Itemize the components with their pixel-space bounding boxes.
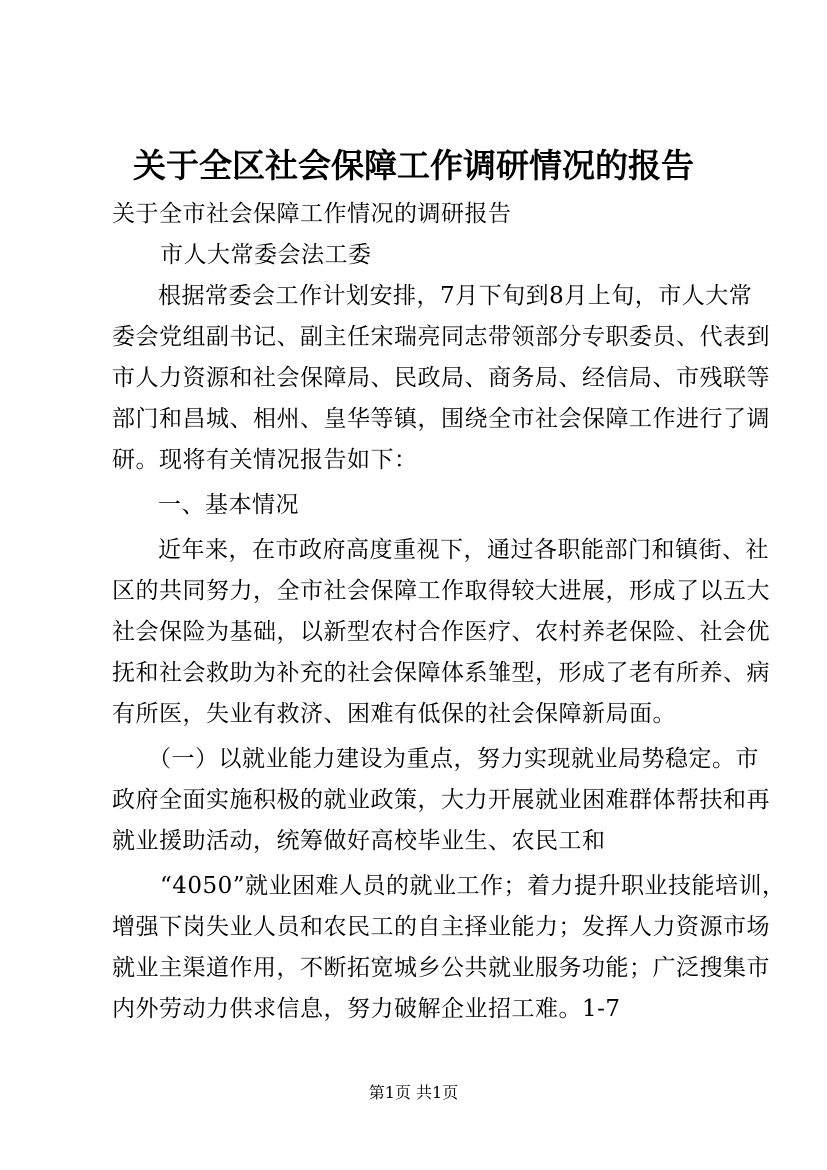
document-author: 市人大常委会法工委 — [160, 242, 372, 268]
paragraph-line: 根据常委会工作计划安排，7月下旬到8月上旬，市人大常 — [158, 283, 753, 309]
paragraph-line: “4050”就业困难人员的就业工作；着力提升职业技能培训， — [160, 873, 786, 899]
paragraph-line: 有所医，失业有救济、困难有低保的社会保障新局面。 — [112, 701, 676, 727]
page-number-footer: 第1页 共1页 — [368, 1083, 459, 1102]
section-heading: 一、基本情况 — [158, 492, 299, 518]
paragraph-line: 部门和昌城、相州、皇华等镇，围绕全市社会保障工作进行了调 — [112, 406, 770, 432]
paragraph-line: 增强下岗失业人员和农民工的自主择业能力；发挥人力资源市场 — [112, 914, 770, 940]
paragraph-line: （一）以就业能力建设为重点，努力实现就业局势稳定。市 — [148, 746, 759, 772]
paragraph-line: 政府全面实施积极的就业政策，大力开展就业困难群体帮扶和再 — [112, 787, 770, 813]
paragraph-line: 就业主渠道作用，不断拓宽城乡公共就业服务功能；广泛搜集市 — [112, 955, 770, 981]
paragraph-line: 社会保险为基础，以新型农村合作医疗、农村养老保险、社会优 — [112, 619, 770, 645]
paragraph-line: 委会党组副书记、副主任宋瑞亮同志带领部分专职委员、代表到 — [112, 324, 770, 350]
paragraph-line: 研。现将有关情况报告如下： — [112, 447, 418, 473]
paragraph-line: 区的共同努力，全市社会保障工作取得较大进展，形成了以五大 — [112, 578, 770, 604]
document-title: 关于全区社会保障工作调研情况的报告 — [133, 146, 694, 185]
paragraph-line: 市人力资源和社会保障局、民政局、商务局、经信局、市残联等 — [112, 365, 770, 391]
paragraph-line: 内外劳动力供求信息，努力破解企业招工难。1-7 — [112, 996, 621, 1022]
paragraph-line: 抚和社会救助为补充的社会保障体系雏型，形成了老有所养、病 — [112, 660, 770, 686]
document-subtitle: 关于全市社会保障工作情况的调研报告 — [112, 201, 512, 227]
paragraph-line: 近年来，在市政府高度重视下，通过各职能部门和镇街、社 — [158, 537, 769, 563]
paragraph-line: 就业援助活动，统筹做好高校毕业生、农民工和 — [112, 828, 606, 854]
